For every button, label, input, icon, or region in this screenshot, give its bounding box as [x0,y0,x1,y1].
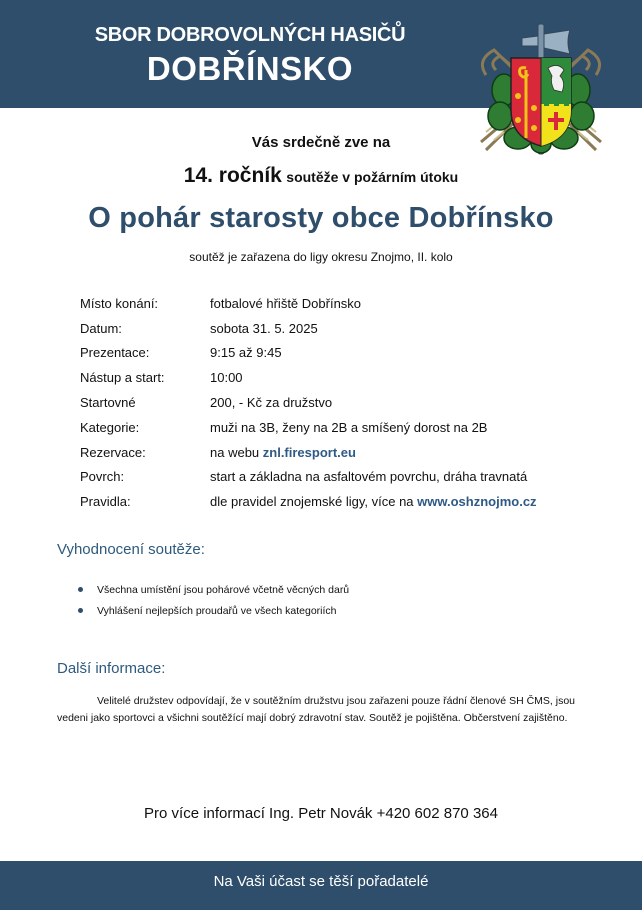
list-item-text: Vyhlášení nejlepších proudařů ve všech kategoriích [97,604,337,617]
detail-value-text: na webu [210,444,263,460]
detail-label: Prezentace: [80,345,150,361]
list-item [78,600,349,621]
detail-value: 200, - Kč za družstvo [210,395,333,411]
edition-line [0,164,642,188]
main-title: O pohár starosty obce Dobřínsko [88,202,554,234]
detail-row-surface [80,465,600,490]
detail-row-fee [80,390,600,415]
edition-desc: soutěže v požárním útoku [286,169,459,185]
detail-label: Povrch: [80,469,125,485]
evaluation-list [78,579,349,621]
details-table [80,291,600,514]
detail-row-venue [80,291,600,316]
footer-band: Na Vaši účast se těší pořadatelé [0,861,642,910]
contact-line: Pro více informací Ing. Petr Novák +420 602 870 364 [144,805,498,822]
detail-label: Rezervace: [80,444,146,460]
detail-row-categories [80,415,600,440]
subtitle: soutěž je zařazena do ligy okresu Znojmo, II. kolo [189,250,453,264]
detail-value [210,494,600,509]
detail-value: start a základna na asfaltovém povrchu, dráha travnatá [210,469,528,485]
list-item [78,579,349,600]
detail-value: fotbalové hřiště Dobřínsko [210,295,362,311]
org-place: DOBŘÍNSKO [146,50,354,87]
edition-number: 14. ročník [183,164,282,187]
detail-label: Místo konání: [80,295,159,311]
detail-value: 9:15 až 9:45 [210,345,282,361]
detail-row-start [80,365,600,390]
detail-value-text: dle pravidel znojemské ligy, více na [210,494,418,510]
detail-value: 10:00 [210,370,243,386]
oshznojmo-link[interactable]: www.oshznojmo.cz [417,494,537,510]
firesport-link[interactable]: znl.firesport.eu [262,444,356,460]
detail-label: Pravidla: [80,494,131,510]
evaluation-heading: Vyhodnocení soutěže: [57,541,205,558]
list-item-text: Všechna umístění jsou pohárové včetně věcných darů [97,583,350,596]
detail-label: Kategorie: [80,419,140,435]
invite-line: Vás srdečně zve na [251,134,391,151]
more-info-heading: Další informace: [57,660,166,677]
detail-value [210,445,600,460]
bullet-icon [78,587,83,592]
detail-value: sobota 31. 5. 2025 [210,320,318,336]
detail-label: Startovné [80,395,136,411]
org-name: SBOR DOBROVOLNÝCH HASIČŮ [94,24,406,46]
detail-value: muži na 3B, ženy na 2B a smíšený dorost na 2B [210,419,488,435]
detail-row-date [80,316,600,341]
detail-label: Datum: [80,320,122,336]
detail-row-reservation [80,440,600,465]
more-info-paragraph: Velitelé družstev odpovídají, že v soutěžním družstvu jsou zařazeni pouze řádní členové SH ČMS, jsou vedeni jako sportovci a všichni soutěžící mají dobrý zdravotní stav. Soutěž je pojištěna. Občerstvení zajištěno. [57,695,575,724]
detail-label: Nástup a start: [80,370,165,386]
bullet-icon [78,608,83,613]
detail-row-registration [80,341,600,366]
detail-row-rules [80,489,600,514]
